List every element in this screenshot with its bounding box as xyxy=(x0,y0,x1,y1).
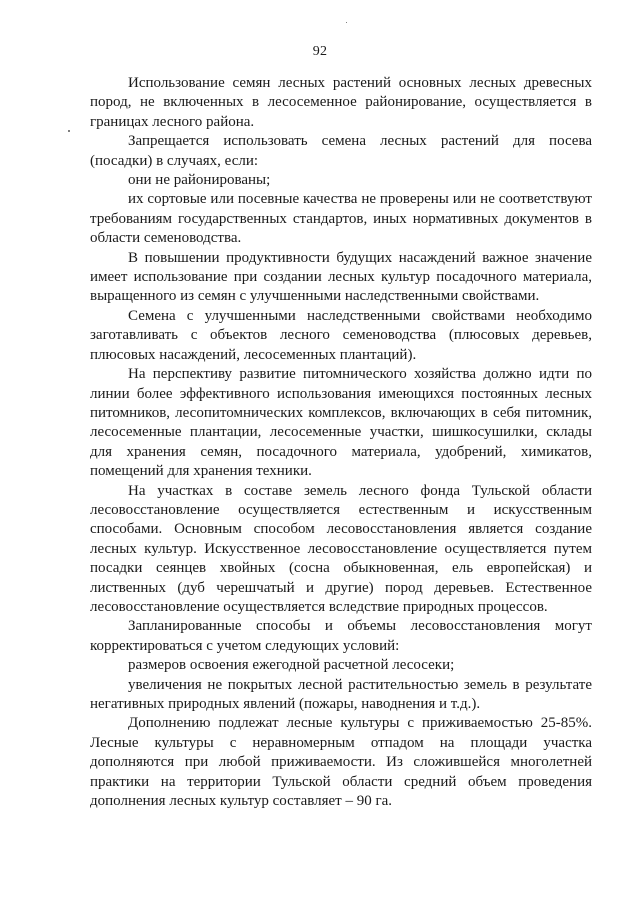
paragraph-productivity: В повышении продуктивности будущих насаждений важное значение имеет использование при создании лесных культур посадочного материала, выращенного из семян с улучшенными наследственными свойствами. xyxy=(90,249,592,305)
scan-speck xyxy=(346,22,347,23)
paragraph-reforestation-methods: На участках в составе земель лесного фонда Тульской области лесовосстановление осуществляется естественным и искусственным способами. Основным способом лесовосстановления является создание лесных культур. Искусственное лесовосстановление осуществляется путем посадки сеянцев хвойных (сосна обыкновенная, ель европейская) и лиственных (дуб черешчатый и другие) пород деревьев. Естественное лесовосстановление осуществляется вследствие природных процессов. xyxy=(90,482,592,615)
paragraph-supplementation: Дополнению подлежат лесные культуры с приживаемостью 25-85%. Лесные культуры с неравномерным отпадом на площади участка дополняются при любой приживаемости. Из сложившейся многолетней практики на территории Тульской области средний объем проведения дополнения лесных культур составляет – 90 га. xyxy=(90,715,592,810)
paragraph-nursery-development: На перспективу развитие питомнического хозяйства должно идти по линии более эффективного использования имеющихся постоянных лесных питомников, лесопитомнических комплексов, включающих в себя питомник, лесосеменные плантации, лесосеменные участки, шишкосушилки, склады для хранения семян, посадочного материала, удобрений, химикатов, помещений для хранения техники. xyxy=(90,366,592,480)
list-item-cutting-area: размеров освоения ежегодной расчетной лесосеки; xyxy=(128,657,455,674)
paragraph-seed-use: Использование семян лесных растений основных лесных древесных пород, не включенных в лесосеменное районирование, осуществляется в границах лесного района. xyxy=(90,75,592,130)
scan-speck xyxy=(68,130,70,132)
paragraph-prohibition: Запрещается использовать семена лесных растений для посева (посадки) в случаях, если: xyxy=(90,133,592,169)
list-item-quality-unchecked: их сортовые или посевные качества не проверены или не соответствуют требованиям государственных стандартов, иных нормативных документов в области семеноводства. xyxy=(90,191,592,247)
list-item-not-zoned: они не районированы; xyxy=(128,172,271,189)
page-body xyxy=(90,74,592,811)
page-number: 92 xyxy=(312,44,328,59)
paragraph-improved-seeds: Семена с улучшенными наследственными свойствами необходимо заготавливать с объектов лесного семеноводства (плюсовых деревьев, плюсовых насаждений, лесосеменных плантаций). xyxy=(90,307,592,363)
paragraph-planned-methods: Запланированные способы и объемы лесовосстановления могут корректироваться с учетом следующих условий: xyxy=(90,618,592,654)
list-item-negative-events: увеличения не покрытых лесной растительностью земель в результате негативных природных явлений (пожары, наводнения и т.д.). xyxy=(90,676,592,712)
